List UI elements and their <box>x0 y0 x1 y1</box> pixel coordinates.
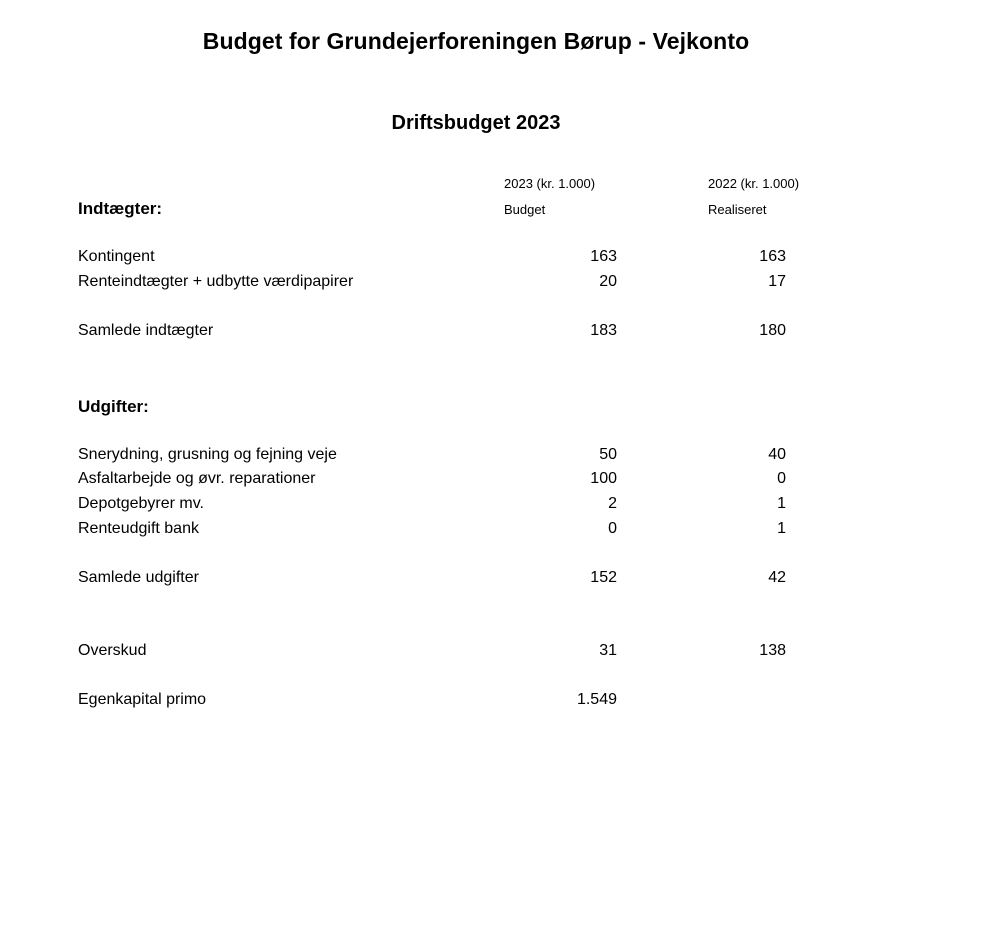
document-subtitle: Driftsbudget 2023 <box>391 112 561 134</box>
row-label: Overskud <box>78 642 147 659</box>
income-row <box>78 248 798 270</box>
actual-value: 17 <box>768 273 786 290</box>
row-label: Depotgebyrer mv. <box>78 495 204 512</box>
actual-value: 163 <box>759 248 786 265</box>
row-label: Renteudgift bank <box>78 520 199 537</box>
expense-row <box>78 520 798 542</box>
expense-row <box>78 446 798 468</box>
budget-value: 152 <box>590 569 617 586</box>
row-label: Egenkapital primo <box>78 691 207 708</box>
budget-value: 20 <box>599 273 617 290</box>
row-label: Snerydning, grusning og fejning veje <box>78 446 337 463</box>
row-label: Samlede udgifter <box>78 569 199 586</box>
budget-value: 100 <box>590 470 617 487</box>
row-label: Renteindtægter + udbytte værdipapirer <box>78 273 354 290</box>
budget-value: 1.549 <box>576 691 617 708</box>
actual-value: 42 <box>768 569 786 586</box>
surplus-row <box>78 642 798 664</box>
actual-value: 0 <box>777 470 786 487</box>
budget-value: 183 <box>590 322 617 339</box>
expense-total-row <box>78 569 798 591</box>
actual-value: 138 <box>759 642 786 659</box>
budget-value: 163 <box>590 248 617 265</box>
actual-value: 180 <box>759 322 786 339</box>
row-label: Samlede indtægter <box>78 322 214 339</box>
actual-value: 1 <box>777 495 786 512</box>
income-row <box>78 273 798 295</box>
actual-column-label: Realiseret <box>708 202 767 217</box>
budget-value: 2 <box>608 495 617 512</box>
income-heading: Indtægter: <box>78 199 163 218</box>
expense-row <box>78 495 798 517</box>
budget-value: 31 <box>599 642 617 659</box>
budget-value: 0 <box>608 520 617 537</box>
row-label: Asfaltarbejde og øvr. reparationer <box>78 470 316 487</box>
budget-column-label: Budget <box>504 202 546 217</box>
budget-value: 50 <box>599 446 617 463</box>
expenses-heading: Udgifter: <box>78 397 149 416</box>
expense-row <box>78 470 798 492</box>
actual-value: 1 <box>777 520 786 537</box>
row-label: Kontingent <box>78 248 155 265</box>
document-title: Budget for Grundejerforeningen Børup - Vejkonto <box>202 28 750 54</box>
income-total-row <box>78 322 798 344</box>
actual-column-year: 2022 (kr. 1.000) <box>708 176 800 191</box>
actual-value: 40 <box>768 446 786 463</box>
equity-row <box>78 691 798 713</box>
budget-column-year: 2023 (kr. 1.000) <box>504 176 596 191</box>
